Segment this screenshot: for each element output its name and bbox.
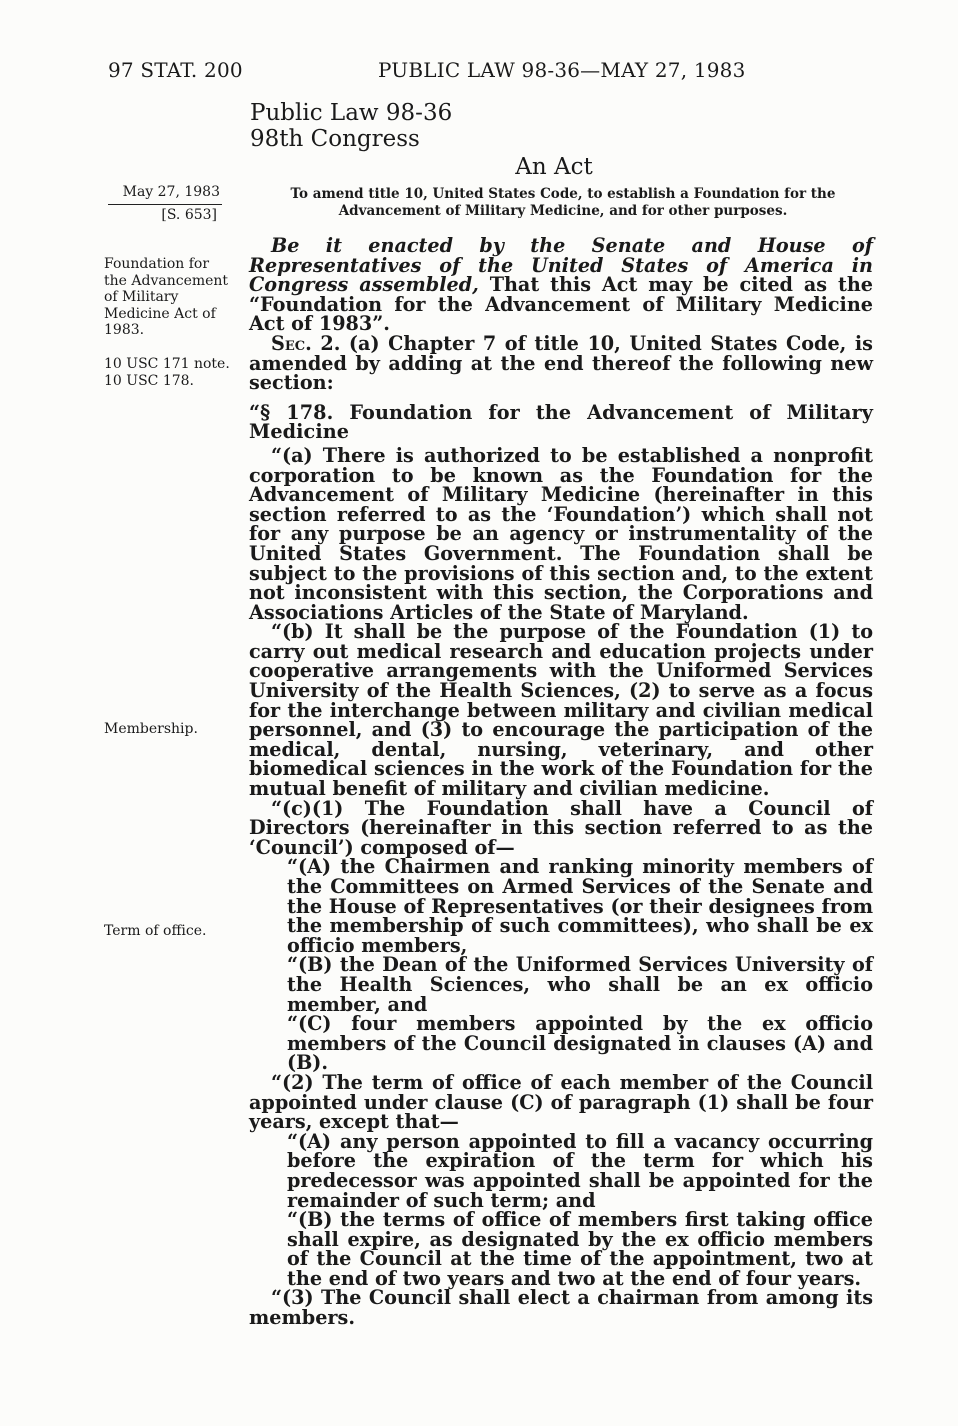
running-header: PUBLIC LAW 98-36—MAY 27, 1983: [378, 58, 746, 82]
paragraph-b: “(b) It shall be the purpose of the Foundation (1) to carry out medical research and education projects under cooperative arrangements with the Uniformed Services University of the Health Sciences, (2) to serve as a focus for the interchange between military and civilian medical personnel, and (3) to encourage the participation of the medical, dental, nursing, veterinary, and other biomedical sciences in the work of the Foundation for the mutual benefit of military and civilian medicine.: [249, 620, 873, 801]
clause-c2-a: “(A) any person appointed to fill a vacancy occurring before the expiration of the term for which his predecessor was appointed shall be appointed for the remainder of such term; and: [287, 1129, 873, 1212]
paragraph-c1: “(c)(1) The Foundation shall have a Council of Directors (hereinafter in this section referred to as the ‘Council’) composed of—: [249, 796, 873, 859]
clause-c1-a: “(A) the Chairmen and ranking minority members of the Committees on Armed Services of the Senate and the House of Representatives (or their designees from the membership of such committees), who shall be ex officio members,: [287, 855, 873, 957]
enacting-clause: [249, 236, 873, 334]
law-title-block: [250, 100, 452, 152]
paragraph-c3: “(3) The Council shall elect a chairman from among its members.: [249, 1286, 873, 1330]
section-2-label: Sec. 2.: [271, 331, 341, 355]
margin-note-usc-171: 10 USC 171 note.: [104, 356, 230, 372]
clause-c2-b: “(B) the terms of office of members first taking office shall expire, as designated by the ex officio members of the Council at the time of the appointment, two at the end of two years and two at the end of four years.: [287, 1208, 873, 1290]
clause-c1-c: “(C) four members appointed by the ex officio members of the Council designated in clauses (A) and (B).: [287, 1012, 873, 1075]
margin-divider: [108, 204, 222, 205]
clause-c1-b: “(B) the Dean of the Uniformed Services University of the Health Sciences, who shall be an ex officio member, and: [287, 953, 873, 1016]
section-2: [249, 331, 873, 395]
short-title-text: That this Act may be cited as the “Foundation for the Advancement of Military Medicine Act of 1983”.: [249, 273, 874, 336]
margin-note-usc-178: 10 USC 178.: [104, 373, 194, 389]
margin-bill-number: [S. 653]: [161, 207, 217, 223]
paragraph-c2: “(2) The term of office of each member of the Council appointed under clause (C) of paragraph (1) shall be four years, except that—: [249, 1070, 873, 1134]
act-label: An Act: [515, 154, 593, 180]
margin-note-membership: Membership.: [104, 721, 198, 737]
law-number: Public Law 98-36: [250, 100, 453, 126]
margin-date: May 27, 1983: [122, 184, 220, 200]
statute-body: [249, 236, 873, 1328]
margin-note-term: Term of office.: [104, 923, 207, 939]
page-stat-number: 97 STAT. 200: [108, 58, 243, 82]
section-2-text: (a) Chapter 7 of title 10, United States Code, is amended by adding at the end thereof the following new section:: [249, 331, 873, 395]
act-purpose: To amend title 10, United States Code, to establish a Foundation for the Advancement of Military Medicine, and for other purposes.: [290, 186, 836, 219]
enacting-formula: Be it enacted by the Senate and House of Representatives of the United States of America in Congress assembled,: [249, 234, 873, 297]
paragraph-a: “(a) There is authorized to be established a nonprofit corporation to be known as the Foundation for the Advancement of Military Medicine (hereinafter in this section referred to as the ‘Foundation’) which shall not for any purpose be an agency or instrumentality of the United States Government. The Foundation shall be subject to the provisions of this section and, to the extent not inconsistent with this section, the Corporations and Associations Articles of the State of Maryland.: [249, 443, 873, 624]
margin-note-short-title: Foundation for the Advancement of Military Medicine Act of 1983.: [104, 256, 229, 338]
congress-number: 98th Congress: [250, 126, 420, 152]
section-178-heading: “§ 178. Foundation for the Advancement of Military Medicine: [249, 400, 873, 444]
